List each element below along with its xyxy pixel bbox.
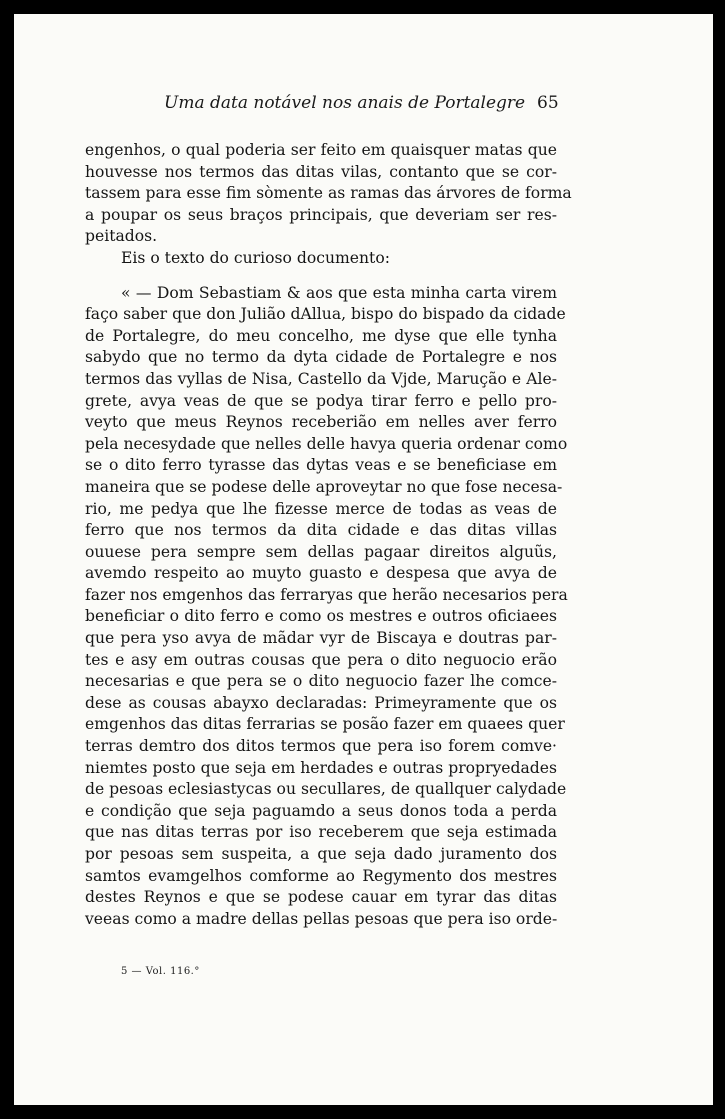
printer-signature: 5 — Vol. 116.°	[121, 966, 200, 977]
text-line: de pesoas eclesiastycas ou secullares, de quallquer calydade	[85, 780, 567, 799]
text-line: se o dito ferro tyrasse das dytas veas e se beneficiase em	[85, 456, 557, 475]
text-line: beneficiar o dito ferro e como os mestres e outros oficiaees	[85, 607, 557, 626]
text-line: maneira que se podese delle aproveytar no que fose necesa-	[85, 477, 563, 496]
text-line: ouuese pera sempre sem dellas pagaar direitos alguũs,	[85, 542, 557, 561]
text-line: emgenhos das ditas ferrarias se posão fazer em quaees quer	[85, 715, 565, 734]
text-line: que pera yso avya de mãdar vyr de Biscaya e doutras par-	[85, 629, 557, 648]
text-line: a poupar os seus braços principais, que deveriam ser res-	[85, 205, 557, 224]
body-text	[85, 140, 572, 930]
text-line: por pesoas sem suspeita, a que seja dado juramento dos	[85, 845, 557, 863]
text-line: necesarias e que pera se o dito neguocio fazer lhe comce-	[85, 672, 557, 691]
text-line: que nas ditas terras por iso receberem que seja estimada	[85, 823, 557, 842]
page-number: 65	[537, 93, 559, 113]
text-line: pela necesydade que nelles delle havya queria ordenar como	[85, 434, 568, 453]
text-line: fazer nos emgenhos das ferraryas que herão necesarios pera	[85, 585, 568, 604]
text-line: « — Dom Sebastiam & aos que esta minha carta virem	[121, 283, 557, 302]
text-line: samtos evamgelhos comforme ao Regymento dos mestres	[85, 866, 557, 885]
page-header	[14, 93, 713, 117]
text-line: tassem para esse fim sòmente as ramas das árvores de forma	[85, 184, 572, 203]
text-line: e condição que seja paguamdo a seus donos toda a perda	[85, 801, 557, 820]
text-line: tes e asy em outras cousas que pera o dito neguocio erão	[85, 650, 557, 669]
paragraph-document-quote	[85, 283, 568, 931]
text-line: grete, avya veas de que se podya tirar ferro e pello pro-	[85, 391, 557, 410]
text-line: de Portalegre, do meu concelho, me dyse que elle tynha	[85, 326, 557, 345]
text-line: peitados.	[85, 227, 158, 246]
text-line: veeas como a madre dellas pellas pesoas que pera iso orde-	[85, 909, 558, 928]
book-page	[14, 14, 713, 1105]
text-line: termos das vyllas de Nisa, Castello da Vjde, Marução e Ale-	[85, 369, 557, 388]
text-line: avemdo respeito ao muyto guasto e despesa que avya de	[85, 564, 557, 583]
text-line: dese as cousas abayxo declaradas: Primeyramente que os	[85, 693, 557, 712]
text-line: sabydo que no termo da dyta cidade de Portalegre e nos	[85, 348, 557, 367]
paragraph-continued	[85, 140, 572, 248]
text-line: destes Reynos e que se podese cauar em tyrar das ditas	[85, 888, 557, 907]
text-line: faço saber que don Julião dAllua, bispo do bispado da cidade	[85, 305, 566, 324]
text-line: niemtes posto que seja em herdades e outras propryedades	[85, 758, 557, 777]
text-line: terras demtro dos ditos termos que pera iso forem comve·	[85, 737, 557, 756]
paragraph-intro	[85, 248, 557, 270]
text-line: engenhos, o qual poderia ser feito em quaisquer matas que	[85, 141, 557, 159]
text-line: rio, me pedya que lhe fizesse merce de todas as veas de	[85, 499, 557, 518]
text-line: houvesse nos termos das ditas vilas, contanto que se cor-	[85, 162, 557, 181]
text-line: Eis o texto do curioso documento:	[121, 248, 390, 267]
text-line: veyto que meus Reynos receberião em nelles aver ferro	[85, 413, 557, 432]
running-title: Uma data notável nos anais de Portalegre	[164, 93, 526, 113]
text-line: ferro que nos termos da dita cidade e das ditas villas	[85, 521, 557, 540]
